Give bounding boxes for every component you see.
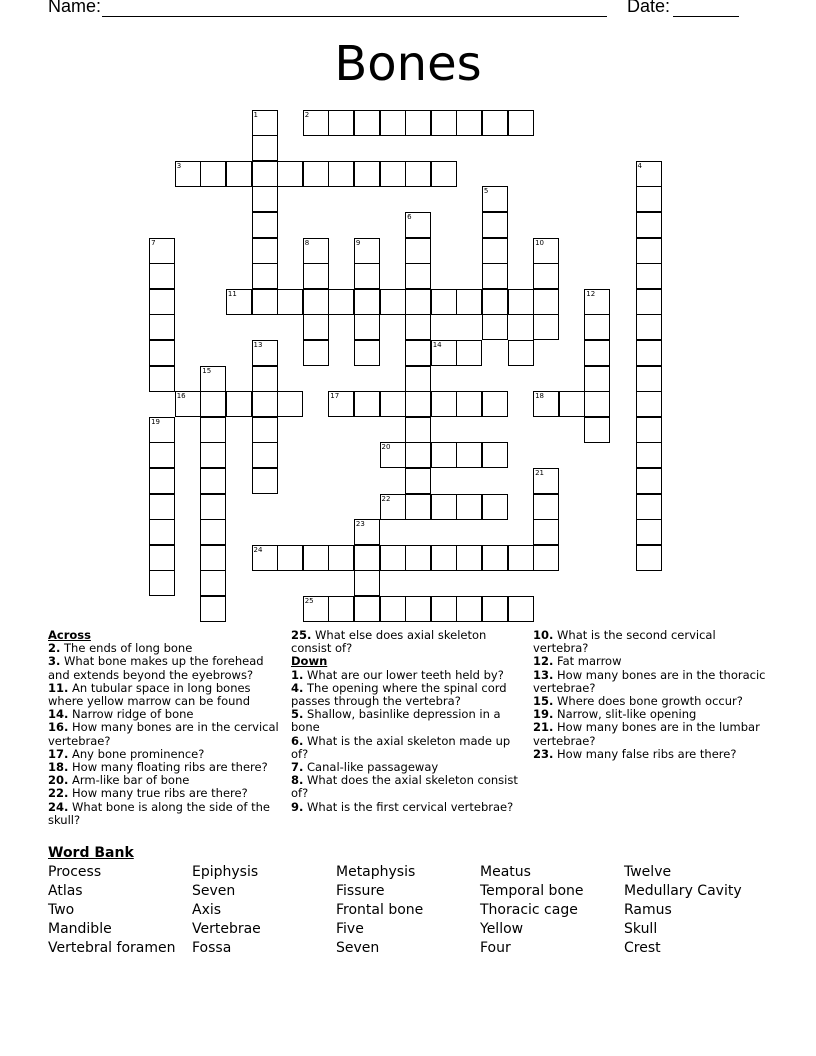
grid-cell[interactable] [405, 289, 431, 315]
grid-cell[interactable] [252, 135, 278, 161]
grid-cell[interactable] [456, 391, 482, 417]
grid-cell[interactable] [431, 340, 457, 366]
grid-cell[interactable] [584, 366, 610, 392]
word-bank-word: Frontal bone [336, 902, 424, 918]
grid-cell[interactable] [149, 289, 175, 315]
clue-text: Any bone prominence? [68, 746, 205, 761]
word-bank-word: Mandible [48, 921, 112, 937]
word-bank-word: Ramus [624, 902, 672, 918]
grid-cell[interactable] [508, 545, 534, 571]
clue-number: 22. [48, 786, 69, 801]
grid-cell[interactable] [636, 340, 662, 366]
clue-text: The ends of long bone [60, 641, 193, 656]
grid-cell[interactable] [636, 494, 662, 520]
grid-cell[interactable] [354, 314, 380, 340]
grid-cell[interactable] [328, 596, 354, 622]
grid-cell[interactable] [431, 545, 457, 571]
grid-cell[interactable] [508, 340, 534, 366]
clue-number: 25. [291, 628, 312, 642]
grid-cell[interactable] [636, 161, 662, 187]
clue-text: What does the axial skeleton consist of? [291, 773, 518, 801]
grid-cell[interactable] [533, 519, 559, 545]
grid-cell[interactable] [200, 494, 226, 520]
clue-number: 23. [533, 746, 554, 761]
grid-cell[interactable] [482, 212, 508, 238]
grid-cell[interactable] [328, 391, 354, 417]
clue-number: 12 [586, 289, 596, 298]
grid-cell[interactable] [482, 442, 508, 468]
down-clue [291, 735, 521, 761]
grid-cell[interactable] [636, 442, 662, 468]
grid-cell[interactable] [200, 545, 226, 571]
word-bank-word: Vertebrae [192, 921, 261, 937]
clue-text: What bone is along the side of the skull? [48, 799, 270, 827]
word-bank-word: Fissure [336, 883, 385, 899]
grid-cell[interactable] [149, 238, 175, 264]
grid-cell[interactable] [431, 494, 457, 520]
grid-cell[interactable] [252, 366, 278, 392]
grid-cell[interactable] [252, 340, 278, 366]
grid-cell[interactable] [482, 289, 508, 315]
grid-cell[interactable] [200, 519, 226, 545]
clue-text: How many false ribs are there? [553, 746, 737, 761]
clue-text: Shallow, basinlike depression in a bone [291, 707, 501, 735]
clue-number: 21. [533, 720, 554, 735]
grid-cell[interactable] [508, 289, 534, 315]
grid-cell[interactable] [149, 519, 175, 545]
grid-cell[interactable] [636, 263, 662, 289]
grid-cell[interactable] [226, 391, 252, 417]
grid-cell[interactable] [456, 340, 482, 366]
down-clue [291, 708, 521, 734]
grid-cell[interactable] [456, 110, 482, 136]
clue-number: 23 [355, 520, 365, 529]
grid-cell[interactable] [533, 494, 559, 520]
clue-number: 22 [381, 494, 391, 503]
grid-cell[interactable] [380, 596, 406, 622]
grid-cell[interactable] [456, 442, 482, 468]
grid-cell[interactable] [303, 110, 329, 136]
clue-number: 20 [381, 443, 391, 452]
grid-cell[interactable] [405, 545, 431, 571]
clue-text: Where does bone growth occur? [553, 694, 743, 709]
across-clue [48, 655, 280, 681]
grid-cell[interactable] [252, 110, 278, 136]
clue-number: 18 [535, 392, 545, 401]
grid-cell[interactable] [200, 161, 226, 187]
clue-text: What is the second cervical vertebra? [533, 628, 716, 656]
clue-number: 19 [151, 417, 161, 426]
grid-cell[interactable] [533, 545, 559, 571]
grid-cell[interactable] [405, 596, 431, 622]
grid-cell[interactable] [405, 161, 431, 187]
grid-cell[interactable] [380, 289, 406, 315]
grid-cell[interactable] [508, 110, 534, 136]
across-clue [48, 721, 280, 747]
grid-cell[interactable] [559, 391, 585, 417]
grid-cell[interactable] [533, 314, 559, 340]
grid-cell[interactable] [149, 442, 175, 468]
grid-cell[interactable] [252, 391, 278, 417]
word-bank [48, 844, 788, 956]
clue-number: 24. [48, 799, 69, 814]
grid-cell[interactable] [303, 161, 329, 187]
grid-cell[interactable] [252, 545, 278, 571]
clue-number: 3. [48, 654, 61, 669]
grid-cell[interactable] [431, 596, 457, 622]
grid-cell[interactable] [354, 519, 380, 545]
clue-number: 15 [202, 366, 212, 375]
clue-text: What else does axial skeleton consist of? [291, 628, 487, 656]
clue-text: What is the first cervical vertebrae? [303, 799, 514, 814]
word-bank-word: Four [480, 940, 511, 956]
grid-cell[interactable] [380, 494, 406, 520]
grid-cell[interactable] [354, 596, 380, 622]
clue-text: What are our lower teeth held by? [303, 667, 504, 682]
down-heading: Down [291, 654, 328, 669]
grid-cell[interactable] [303, 596, 329, 622]
clue-text: What bone makes up the forehead and extends beyond the eyebrows? [48, 654, 264, 682]
clue-number: 1. [291, 667, 304, 682]
grid-cell[interactable] [354, 391, 380, 417]
clue-number: 8 [304, 238, 310, 247]
grid-cell[interactable] [636, 519, 662, 545]
word-bank-word: Meatus [480, 864, 531, 880]
clue-number: 4. [291, 680, 304, 695]
clue-text: Narrow ridge of bone [68, 707, 194, 722]
down-clue [533, 748, 769, 761]
grid-cell[interactable] [149, 314, 175, 340]
clue-number: 18. [48, 760, 69, 775]
grid-cell[interactable] [252, 417, 278, 443]
clue-number: 24 [253, 545, 263, 554]
word-bank-word: Process [48, 864, 102, 880]
clue-number: 20. [48, 773, 69, 788]
grid-cell[interactable] [431, 442, 457, 468]
grid-cell[interactable] [533, 468, 559, 494]
word-bank-word: Vertebral foramen [48, 940, 176, 956]
grid-cell[interactable] [456, 494, 482, 520]
word-bank-word: Fossa [192, 940, 232, 956]
clue-number: 5. [291, 707, 304, 722]
word-bank-word: Medullary Cavity [624, 883, 742, 899]
clue-number: 1 [253, 110, 258, 119]
clue-number: 13 [253, 340, 263, 349]
grid-cell[interactable] [405, 391, 431, 417]
clue-column-3 [533, 629, 769, 761]
grid-cell[interactable] [149, 340, 175, 366]
clue-number: 9 [355, 238, 361, 247]
grid-cell[interactable] [482, 110, 508, 136]
grid-cell[interactable] [431, 289, 457, 315]
down-clue [291, 774, 521, 800]
grid-cell[interactable] [405, 314, 431, 340]
clue-text: Narrow, slit-like opening [553, 707, 697, 722]
word-bank-title: Word Bank [48, 845, 134, 861]
grid-cell[interactable] [405, 340, 431, 366]
grid-cell[interactable] [405, 494, 431, 520]
clue-number: 16. [48, 720, 69, 735]
clue-text: How many bones are in the lumbar vertebrae? [533, 720, 760, 748]
grid-cell[interactable] [252, 263, 278, 289]
grid-cell[interactable] [149, 366, 175, 392]
clue-number: 14 [432, 340, 442, 349]
grid-cell[interactable] [149, 417, 175, 443]
clue-number: 7 [151, 238, 156, 247]
clue-number: 11 [227, 289, 237, 298]
grid-cell[interactable] [328, 289, 354, 315]
grid-cell[interactable] [636, 391, 662, 417]
grid-cell[interactable] [431, 391, 457, 417]
grid-cell[interactable] [226, 289, 252, 315]
grid-cell[interactable] [303, 340, 329, 366]
grid-cell[interactable] [380, 545, 406, 571]
grid-cell[interactable] [354, 110, 380, 136]
word-bank-word: Seven [336, 940, 380, 956]
grid-cell[interactable] [252, 238, 278, 264]
across-clue [291, 629, 521, 655]
clue-number: 2 [304, 110, 310, 119]
grid-cell[interactable] [482, 238, 508, 264]
grid-cell[interactable] [354, 340, 380, 366]
grid-cell[interactable] [482, 596, 508, 622]
grid-cell[interactable] [636, 289, 662, 315]
grid-cell[interactable] [405, 110, 431, 136]
grid-cell[interactable] [380, 442, 406, 468]
clue-number: 21 [535, 468, 545, 477]
grid-cell[interactable] [636, 212, 662, 238]
down-clue [291, 801, 521, 814]
clue-column-2 [291, 629, 521, 814]
clue-text: Arm-like bar of bone [68, 773, 190, 788]
across-clue [48, 801, 280, 827]
across-heading: Across [48, 628, 91, 642]
grid-cell[interactable] [482, 391, 508, 417]
word-bank-column [48, 863, 175, 958]
grid-cell[interactable] [533, 238, 559, 264]
grid-cell[interactable] [636, 366, 662, 392]
grid-cell[interactable] [405, 442, 431, 468]
grid-cell[interactable] [456, 545, 482, 571]
grid-cell[interactable] [354, 263, 380, 289]
grid-cell[interactable] [584, 314, 610, 340]
clue-number: 25 [304, 596, 314, 605]
clue-number: 11. [48, 680, 69, 695]
grid-cell[interactable] [354, 545, 380, 571]
clue-number: 16 [176, 392, 186, 401]
word-bank-word: Thoracic cage [480, 902, 578, 918]
grid-cell[interactable] [252, 212, 278, 238]
clue-text: How many true ribs are there? [68, 786, 248, 801]
grid-cell[interactable] [636, 545, 662, 571]
grid-cell[interactable] [149, 263, 175, 289]
clue-number: 8. [291, 773, 304, 788]
clue-number: 17. [48, 746, 69, 761]
grid-cell[interactable] [482, 494, 508, 520]
grid-cell[interactable] [200, 570, 226, 596]
grid-cell[interactable] [303, 314, 329, 340]
grid-cell[interactable] [636, 186, 662, 212]
word-bank-word: Epiphysis [192, 864, 259, 880]
date-label: Date: [627, 0, 671, 16]
clue-text: Canal-like passageway [303, 760, 439, 775]
grid-cell[interactable] [405, 417, 431, 443]
grid-cell[interactable] [636, 314, 662, 340]
clue-text: How many floating ribs are there? [68, 760, 268, 775]
word-bank-word: Crest [624, 940, 661, 956]
grid-cell[interactable] [252, 468, 278, 494]
grid-cell[interactable] [405, 238, 431, 264]
clue-text: What is the axial skeleton made up of? [291, 733, 511, 761]
clue-number: 17 [330, 392, 340, 401]
word-bank-word: Two [48, 902, 75, 918]
clue-number: 10. [533, 628, 554, 642]
word-bank-word: Seven [192, 883, 236, 899]
grid-cell[interactable] [482, 186, 508, 212]
grid-cell[interactable] [149, 570, 175, 596]
grid-cell[interactable] [354, 570, 380, 596]
word-bank-word: Skull [624, 921, 658, 937]
grid-cell[interactable] [354, 289, 380, 315]
word-bank-column [192, 863, 261, 958]
grid-cell[interactable] [584, 340, 610, 366]
grid-cell[interactable] [277, 545, 303, 571]
grid-cell[interactable] [636, 417, 662, 443]
grid-cell[interactable] [200, 596, 226, 622]
grid-cell[interactable] [482, 545, 508, 571]
clue-text: How many bones are in the cervical vertebrae? [48, 720, 279, 748]
grid-cell[interactable] [584, 417, 610, 443]
grid-cell[interactable] [584, 391, 610, 417]
grid-cell[interactable] [533, 289, 559, 315]
clue-number: 12. [533, 654, 554, 669]
grid-cell[interactable] [456, 289, 482, 315]
word-bank-column [336, 863, 423, 958]
grid-cell[interactable] [200, 417, 226, 443]
grid-cell[interactable] [252, 186, 278, 212]
grid-cell[interactable] [149, 545, 175, 571]
clue-number: 6 [407, 212, 412, 221]
clue-text: The opening where the spinal cord passes through the vertebra? [291, 680, 507, 709]
grid-cell[interactable] [277, 161, 303, 187]
page-title: Bones [334, 36, 482, 92]
grid-cell[interactable] [380, 110, 406, 136]
down-clue [291, 682, 521, 708]
grid-cell[interactable] [354, 161, 380, 187]
clue-number: 19. [533, 707, 554, 722]
grid-cell[interactable] [252, 442, 278, 468]
grid-cell[interactable] [482, 314, 508, 340]
grid-cell[interactable] [354, 238, 380, 264]
word-bank-column [624, 863, 742, 958]
word-bank-word: Five [336, 921, 364, 937]
grid-cell[interactable] [200, 366, 226, 392]
clue-number: 5 [483, 187, 489, 196]
grid-cell[interactable] [252, 161, 278, 187]
clue-text: How many bones are in the thoracic vertebrae? [533, 667, 766, 695]
clue-number: 6. [291, 733, 304, 748]
grid-cell[interactable] [200, 442, 226, 468]
clue-number: 15. [533, 694, 554, 709]
grid-cell[interactable] [175, 391, 201, 417]
word-bank-word: Temporal bone [480, 883, 584, 899]
grid-cell[interactable] [175, 161, 201, 187]
grid-cell[interactable] [431, 161, 457, 187]
clue-number: 14. [48, 707, 69, 722]
grid-cell[interactable] [533, 391, 559, 417]
grid-cell[interactable] [456, 596, 482, 622]
down-clue [533, 669, 769, 695]
grid-cell[interactable] [277, 289, 303, 315]
clue-number: 4 [637, 161, 642, 170]
grid-cell[interactable] [200, 391, 226, 417]
grid-cell[interactable] [380, 161, 406, 187]
grid-cell[interactable] [405, 366, 431, 392]
grid-cell[interactable] [252, 289, 278, 315]
clue-text: Fat marrow [553, 654, 622, 669]
clue-text: An tubular space in long bones where yellow marrow can be found [48, 680, 251, 709]
clue-number: 13. [533, 667, 554, 682]
clue-number: 9. [291, 799, 304, 814]
across-clue [48, 682, 280, 708]
clue-number: 10 [535, 238, 545, 247]
grid-cell[interactable] [303, 289, 329, 315]
clue-number: 2. [48, 641, 61, 656]
grid-cell[interactable] [636, 468, 662, 494]
grid-cell[interactable] [508, 596, 534, 622]
clue-number: 3 [176, 161, 182, 170]
name-label: Name: [48, 0, 102, 16]
grid-cell[interactable] [303, 263, 329, 289]
grid-cell[interactable] [405, 212, 431, 238]
down-clue [533, 721, 769, 747]
grid-cell[interactable] [328, 161, 354, 187]
grid-cell[interactable] [482, 263, 508, 289]
grid-cell[interactable] [226, 161, 252, 187]
grid-cell[interactable] [277, 391, 303, 417]
grid-cell[interactable] [328, 545, 354, 571]
grid-cell[interactable] [380, 391, 406, 417]
grid-cell[interactable] [584, 289, 610, 315]
word-bank-word: Twelve [624, 864, 672, 880]
grid-cell[interactable] [405, 468, 431, 494]
grid-cell[interactable] [405, 263, 431, 289]
grid-cell[interactable] [149, 468, 175, 494]
grid-cell[interactable] [149, 494, 175, 520]
grid-cell[interactable] [328, 110, 354, 136]
grid-cell[interactable] [636, 238, 662, 264]
grid-cell[interactable] [200, 468, 226, 494]
grid-cell[interactable] [431, 110, 457, 136]
word-bank-word: Axis [192, 902, 222, 918]
grid-cell[interactable] [303, 545, 329, 571]
clue-column-1 [48, 629, 280, 827]
grid-cell[interactable] [303, 238, 329, 264]
down-clue [533, 629, 769, 655]
clue-number: 7. [291, 760, 304, 775]
grid-cell[interactable] [533, 263, 559, 289]
word-bank-word: Atlas [48, 883, 83, 899]
word-bank-word: Metaphysis [336, 864, 416, 880]
word-bank-word: Yellow [480, 921, 524, 937]
word-bank-column [480, 863, 584, 958]
